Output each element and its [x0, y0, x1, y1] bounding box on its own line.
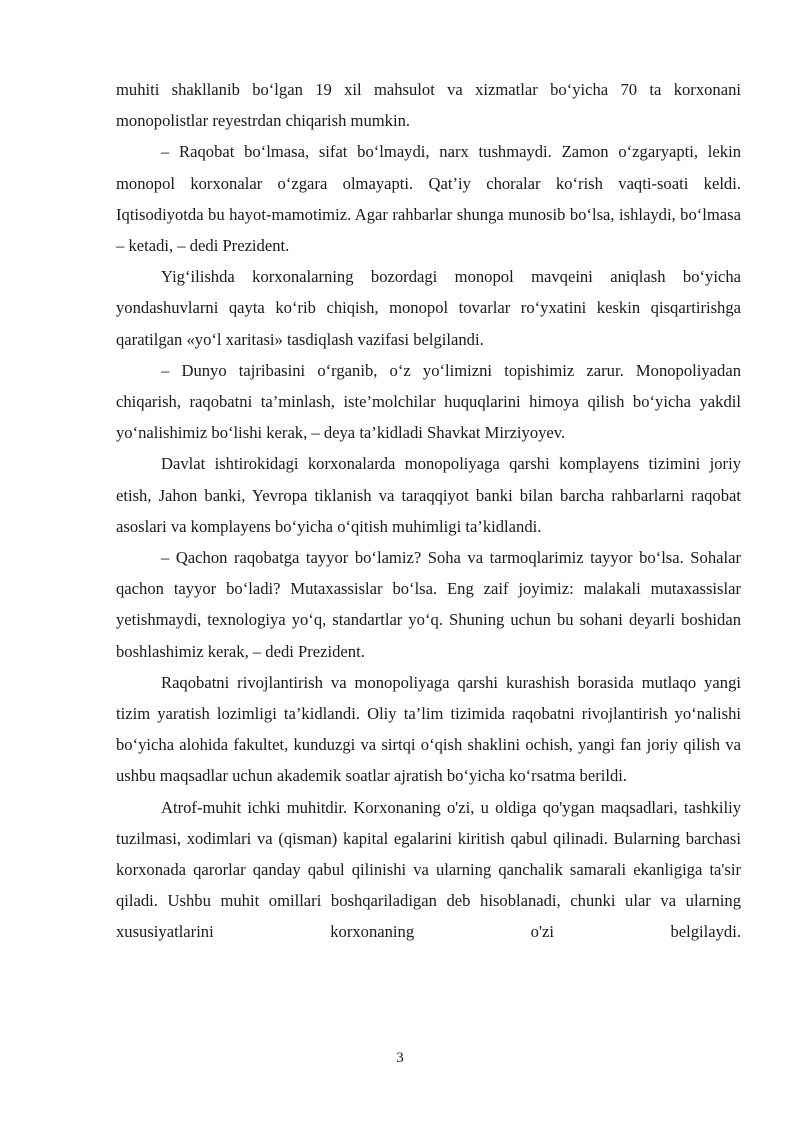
- paragraph-7: Raqobatni rivojlantirish va monopoliyaga qarshi kurashish borasida mutlaqo yangi tizim yaratish lozimligi ta’kidlandi. Oliy ta’lim tizimida raqobatni rivojlantirish yo‘nalishi bo‘yicha alohida fakultet, kunduzgi va sirtqi o‘qish shaklini ochish, yangi fan joriy qilish va ushbu maqsadlar uchun akademik soatlar ajratish bo‘yicha ko‘rsatma berildi.: [116, 672, 741, 786]
- paragraph-2: – Raqobat bo‘lmasa, sifat bo‘lmaydi, narx tushmaydi. Zamon o‘zgaryapti, lekin monopol korxonalar o‘zgara olmayapti. Qat’iy choralar ko‘rish vaqti-soati keldi. Iqtisodiyotda bu hayot-mamotimiz. Agar rahbarlar shunga munosib bo‘lsa, ishlaydi, bo‘lmasa – ketadi, – dedi Prezident.: [116, 142, 741, 256]
- paragraph-6: – Qachon raqobatga tayyor bo‘lamiz? Soha va tarmoqlarimiz tayyor bo‘lsa. Sohalar qachon tayyor bo‘ladi? Mutaxassislar bo‘lsa. Eng zaif joyimiz: malakali mutaxassislar yetishmaydi, texnologiya yo‘q, standartlar yo‘q. Shuning uchun bu sohani deyarli boshidan boshlashimiz kerak, – dedi Prezident.: [116, 548, 741, 661]
- paragraph-3: Yig‘ilishda korxonalarning bozordagi monopol mavqeini aniqlash bo‘yicha yondashuvlarni qayta ko‘rib chiqish, monopol tovarlar ro‘yxatini keskin qisqartirishga qaratilgan «yo‘l xaritasi» tasdiqlash vazifasi belgilandi.: [116, 267, 741, 349]
- paragraph-8: Atrof-muhit ichki muhitdir. Korxonaning o'zi, u oldiga qo'ygan maqsadlari, tashkiliy tuzilmasi, xodimlari va (qisman) kapital egalarini kiritish qabul qilinadi. Bularning barchasi korxonada qarorlar qanday qabul qilinishi va ularning qanchalik samarali ekanligiga ta'sir qiladi. Ushbu muhit omillari boshqariladigan deb hisoblanadi, chunki ular va ularning xususiyatlarini korxonaning o'zi belgilaydi.: [116, 797, 741, 942]
- paragraph-1: muhiti shakllanib bo‘lgan 19 xil mahsulot va xizmatlar bo‘yicha 70 ta korxonani monopolistlar reyestrdan chiqarish mumkin.: [116, 80, 741, 131]
- body-text: [116, 74, 741, 948]
- paragraph-5: Davlat ishtirokidagi korxonalarda monopoliyaga qarshi komplayens tizimini joriy etish, Jahon banki, Yevropa tiklanish va taraqqiyot banki bilan barcha rahbarlarni raqobat asoslari va komplayens bo‘yicha o‘qitish muhimligi ta’kidlandi.: [116, 454, 741, 536]
- page-number: 3: [396, 1050, 404, 1066]
- paragraph-4: – Dunyo tajribasini o‘rganib, o‘z yo‘limizni topishimiz zarur. Monopoliyadan chiqarish, raqobatni ta’minlash, iste’molchilar huquqlarini himoya qilish bo‘yicha yakdil yo‘nalishimiz bo‘lishi kerak, – deya ta’kidladi Shavkat Mirziyoyev.: [116, 360, 741, 443]
